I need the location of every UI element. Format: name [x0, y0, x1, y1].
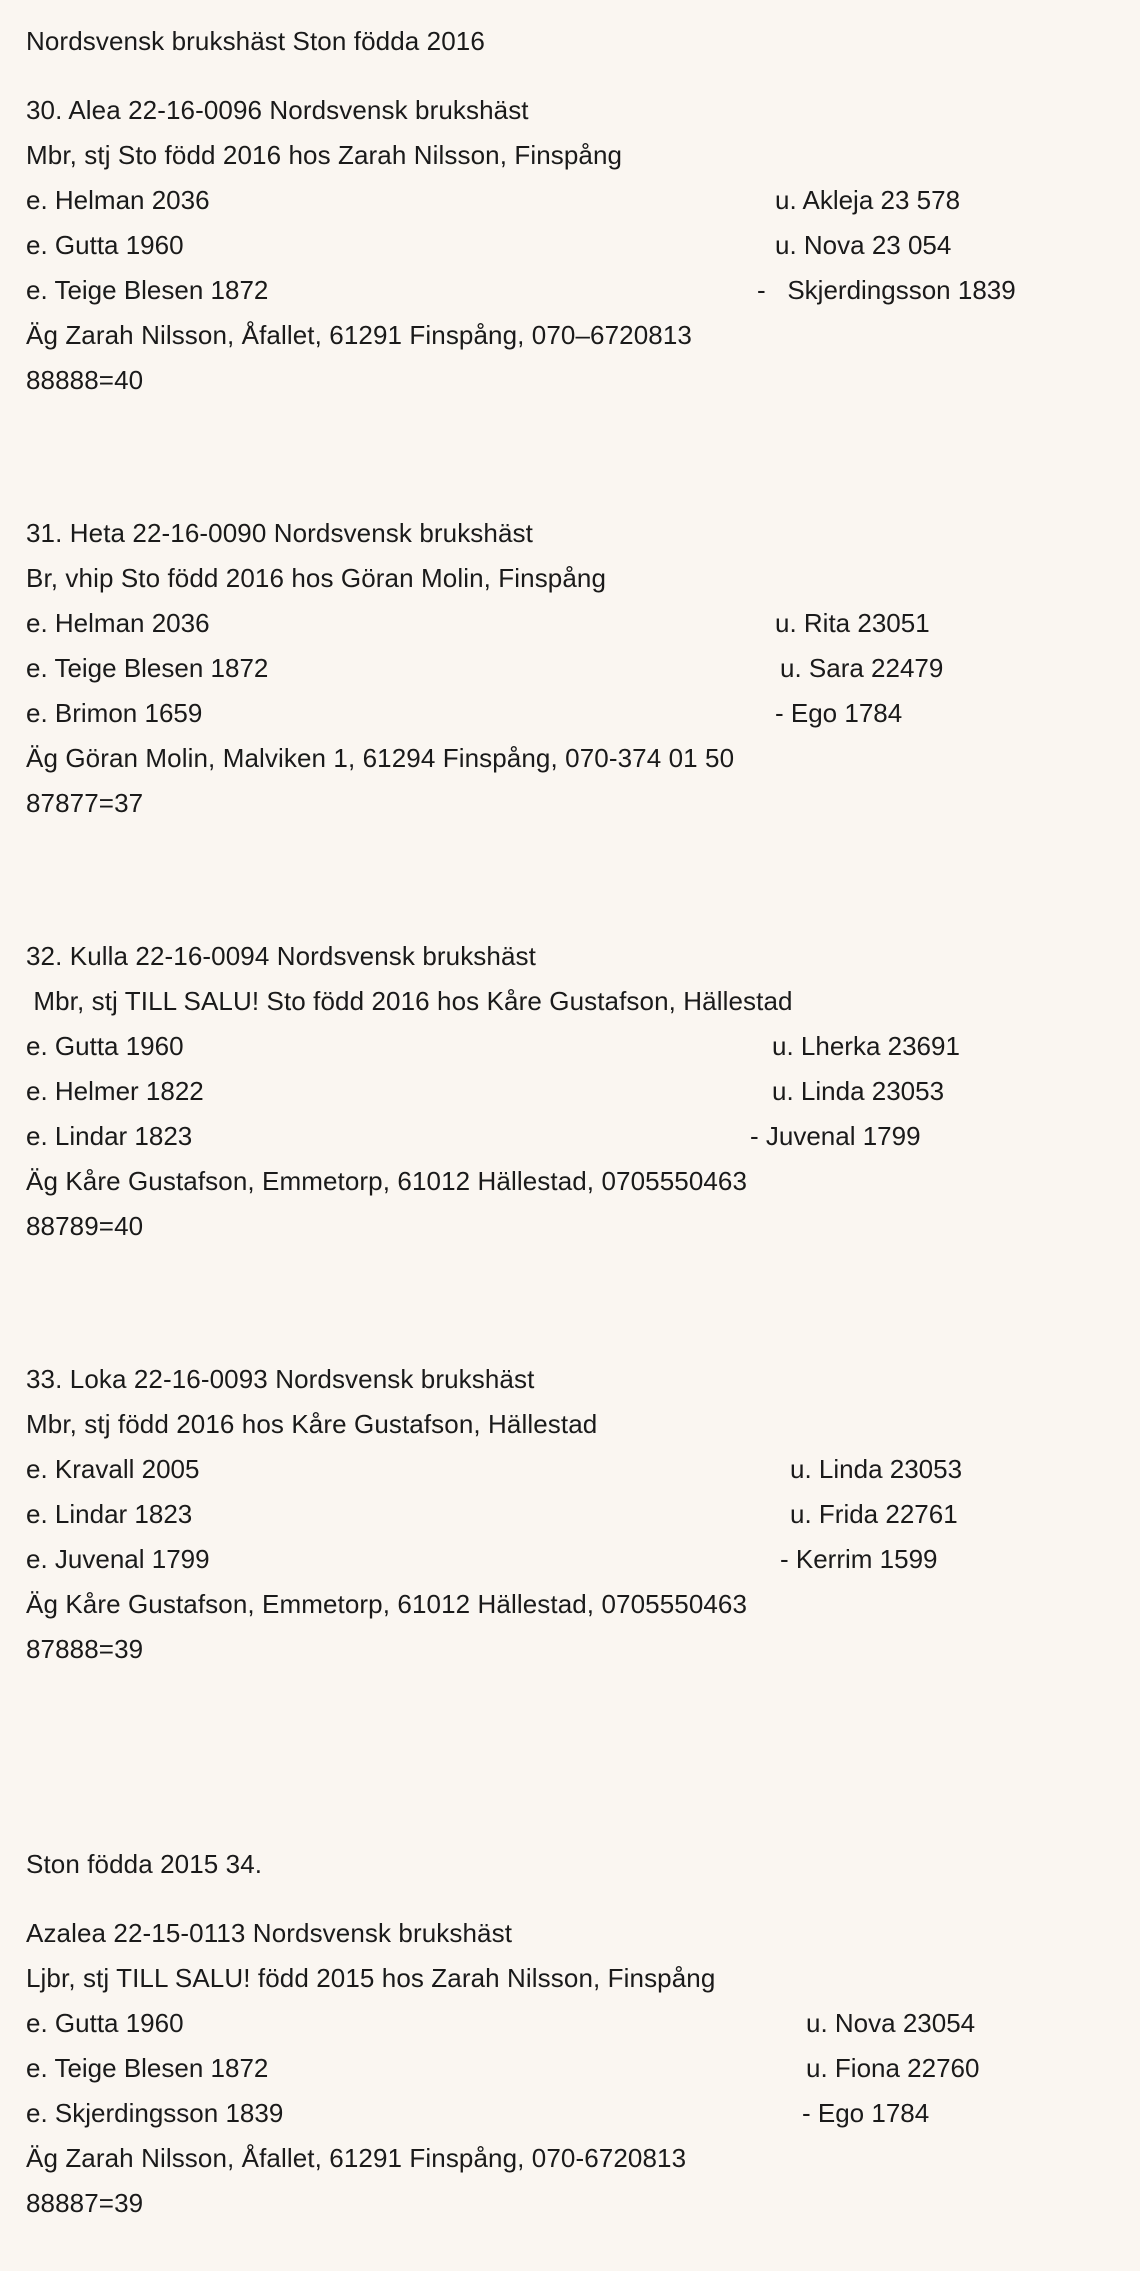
sire-line: e. Helman 2036	[26, 608, 210, 638]
dam-line: u. Lherka 23691	[772, 1031, 960, 1061]
sire-line: e. Gutta 1960	[26, 230, 184, 260]
owner-line: Äg Zarah Nilsson, Åfallet, 61291 Finspång, 070–6720813	[26, 320, 692, 350]
entry-description: Ljbr, stj TILL SALU! född 2015 hos Zarah Nilsson, Finspång	[26, 1963, 716, 1993]
pedigree-row	[0, 2001, 1140, 2046]
score-line: 88789=40	[26, 1211, 144, 1241]
dam-line: u. Fiona 22760	[806, 2053, 980, 2083]
pedigree-row	[0, 646, 1140, 691]
pedigree-row	[0, 1069, 1140, 1114]
pedigree-row	[0, 223, 1140, 268]
dam-line: u. Linda 23053	[790, 1454, 963, 1484]
spacer	[0, 64, 1140, 88]
spacer	[0, 1249, 1140, 1357]
sire-line: e. Helman 2036	[26, 185, 210, 215]
score-line: 87877=37	[26, 788, 144, 818]
pedigree-row	[0, 2091, 1140, 2136]
dam-line: - Juvenal 1799	[750, 1121, 921, 1151]
sire-line: e. Helmer 1822	[26, 1076, 204, 1106]
sire-line: e. Juvenal 1799	[26, 1544, 210, 1574]
dam-line: - Ego 1784	[802, 2098, 930, 2128]
score-line: 88888=40	[26, 365, 144, 395]
pedigree-row	[0, 691, 1140, 736]
sire-line: e. Brimon 1659	[26, 698, 203, 728]
entry-title: 32. Kulla 22-16-0094 Nordsvensk brukshäst	[26, 941, 536, 971]
horse-entry-31	[0, 511, 1140, 826]
entry-description: Mbr, stj född 2016 hos Kåre Gustafson, Hällestad	[26, 1409, 598, 1439]
owner-line: Äg Kåre Gustafson, Emmetorp, 61012 Hällestad, 0705550463	[26, 1589, 748, 1619]
sire-line: e. Teige Blesen 1872	[26, 653, 269, 683]
sire-line: e. Gutta 1960	[26, 1031, 184, 1061]
pedigree-row	[0, 1492, 1140, 1537]
entry-title: Azalea 22-15-0113 Nordsvensk brukshäst	[26, 1918, 513, 1948]
sire-line: e. Kravall 2005	[26, 1454, 200, 1484]
sire-line: e. Lindar 1823	[26, 1499, 193, 1529]
horse-entry-33	[0, 1357, 1140, 1672]
sire-line: e. Skjerdingsson 1839	[26, 2098, 284, 2128]
section-heading-2015: Ston födda 2015 34.	[26, 1849, 263, 1879]
spacer	[0, 403, 1140, 511]
spacer	[0, 1887, 1140, 1911]
sire-line: e. Gutta 1960	[26, 2008, 184, 2038]
page-title: Nordsvensk brukshäst Ston födda 2016	[26, 26, 485, 56]
spacer	[0, 1780, 1140, 1842]
horse-entry-34	[0, 1911, 1140, 2226]
dam-line: - Kerrim 1599	[780, 1544, 938, 1574]
entry-title: 33. Loka 22-16-0093 Nordsvensk brukshäst	[26, 1364, 535, 1394]
owner-line: Äg Göran Molin, Malviken 1, 61294 Finspång, 070-374 01 50	[26, 743, 735, 773]
dam-line: u. Rita 23051	[775, 608, 930, 638]
dam-line: u. Linda 23053	[772, 1076, 945, 1106]
score-line: 88887=39	[26, 2188, 144, 2218]
dam-line: u. Nova 23054	[806, 2008, 976, 2038]
pedigree-row	[0, 1537, 1140, 1582]
entry-description: Br, vhip Sto född 2016 hos Göran Molin, Finspång	[26, 563, 607, 593]
entry-description: Mbr, stj TILL SALU! Sto född 2016 hos Kåre Gustafson, Hällestad	[26, 986, 793, 1016]
entry-description: Mbr, stj Sto född 2016 hos Zarah Nilsson, Finspång	[26, 140, 623, 170]
entry-title: 30. Alea 22-16-0096 Nordsvensk brukshäst	[26, 95, 529, 125]
pedigree-row	[0, 601, 1140, 646]
dam-line: u. Nova 23 054	[775, 230, 952, 260]
pedigree-row	[0, 2046, 1140, 2091]
pedigree-row	[0, 178, 1140, 223]
dam-line: - Skjerdingsson 1839	[757, 275, 1016, 305]
spacer	[0, 826, 1140, 934]
spacer	[0, 1672, 1140, 1780]
pedigree-row	[0, 268, 1140, 313]
horse-entry-32	[0, 934, 1140, 1249]
dam-line: u. Frida 22761	[790, 1499, 958, 1529]
sire-line: e. Teige Blesen 1872	[26, 2053, 269, 2083]
owner-line: Äg Kåre Gustafson, Emmetorp, 61012 Hällestad, 0705550463	[26, 1166, 748, 1196]
sire-line: e. Teige Blesen 1872	[26, 275, 269, 305]
owner-line: Äg Zarah Nilsson, Åfallet, 61291 Finspång, 070-6720813	[26, 2143, 687, 2173]
dam-line: - Ego 1784	[775, 698, 903, 728]
dam-line: u. Sara 22479	[780, 653, 944, 683]
sire-line: e. Lindar 1823	[26, 1121, 193, 1151]
score-line: 87888=39	[26, 1634, 144, 1664]
pedigree-row	[0, 1447, 1140, 1492]
dam-line: u. Akleja 23 578	[775, 185, 961, 215]
horse-entry-30	[0, 88, 1140, 403]
entry-title: 31. Heta 22-16-0090 Nordsvensk brukshäst	[26, 518, 533, 548]
pedigree-row	[0, 1114, 1140, 1159]
pedigree-row	[0, 1024, 1140, 1069]
